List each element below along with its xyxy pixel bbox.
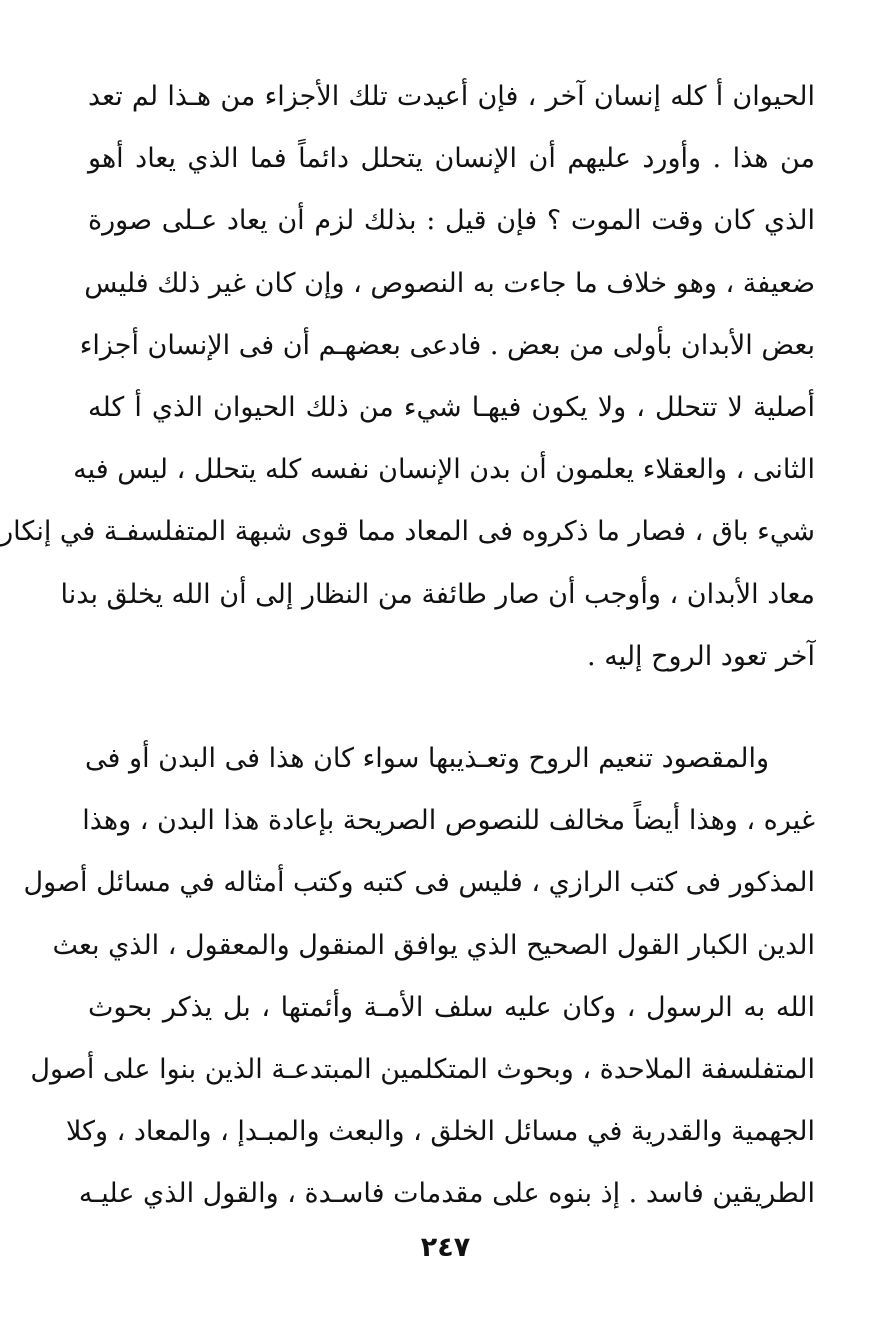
text-line: الحيوان أ كله إنسان آخر ، فإن أعيدت تلك الأجزاء من هـذا لم تعد: [88, 81, 815, 112]
text-line: أصلية لا تتحلل ، ولا يكون فيهـا شيء من ذلك الحيوان الذي أ كله: [88, 391, 815, 423]
text-line: الله به الرسول ، وكان عليه سلف الأمـة وأئمتها ، بل يذكر بحوث: [88, 991, 815, 1023]
text-line: المتفلسفة الملاحدة ، وبحوث المتكلمين المبتدعـة الذين بنوا على أصول: [30, 1053, 815, 1085]
text-line: آخر تعود الروح إليه .: [587, 640, 815, 672]
text-line: الدين الكبار القول الصحيح الذي يوافق المنقول والمعقول ، الذي بعث: [52, 929, 815, 961]
text-line: شيء باق ، فصار ما ذكروه فى المعاد مما قوى شبهة المتفلسفـة في إنكار: [0, 516, 815, 548]
text-line: من هذا . وأورد عليهم أن الإنسان يتحلل دائماً فما الذي يعاد أهو: [88, 143, 815, 175]
text-line: الذي كان وقت الموت ؟ فإن قيل : بذلك لزم أن يعاد عـلى صورة: [88, 205, 815, 237]
paragraph-1: [0, 66, 815, 688]
text-line: ضعيفة ، وهو خلاف ما جاءت به النصوص ، وإن كان غير ذلك فليس: [84, 267, 815, 299]
text-line: والمقصود تنعيم الروح وتعـذيبها سواء كان هذا فى البدن أو فى: [85, 743, 769, 774]
text-line: الثانى ، والعقلاء يعلمون أن بدن الإنسان نفسه كله يتحلل ، ليس فيه: [73, 454, 815, 486]
paragraph-2: [23, 728, 815, 1226]
text-line: الجهمية والقدرية في مسائل الخلق ، والبعث والمبـدإ ، والمعاد ، وكلا: [66, 1116, 815, 1148]
text-line: غيره ، وهذا أيضاً مخالف للنصوص الصريحة بإعادة هذا البدن ، وهذا: [82, 805, 815, 837]
text-line: معاد الأبدان ، وأوجب أن صار طائفة من النظار إلى أن الله يخلق بدنا: [60, 578, 815, 610]
text-line: الطريقين فاسد . إذ بنوه على مقدمات فاسـدة ، والقول الذي عليـه: [78, 1178, 815, 1210]
text-line: المذكور فى كتب الرازي ، فليس فى كتبه وكتب أمثاله في مسائل أصول: [23, 867, 815, 899]
text-line: بعض الأبدان بأولى من بعض . فادعى بعضهـم أن فى الإنسان أجزاء: [79, 329, 815, 361]
page-number: ٢٤٧: [420, 1232, 471, 1263]
